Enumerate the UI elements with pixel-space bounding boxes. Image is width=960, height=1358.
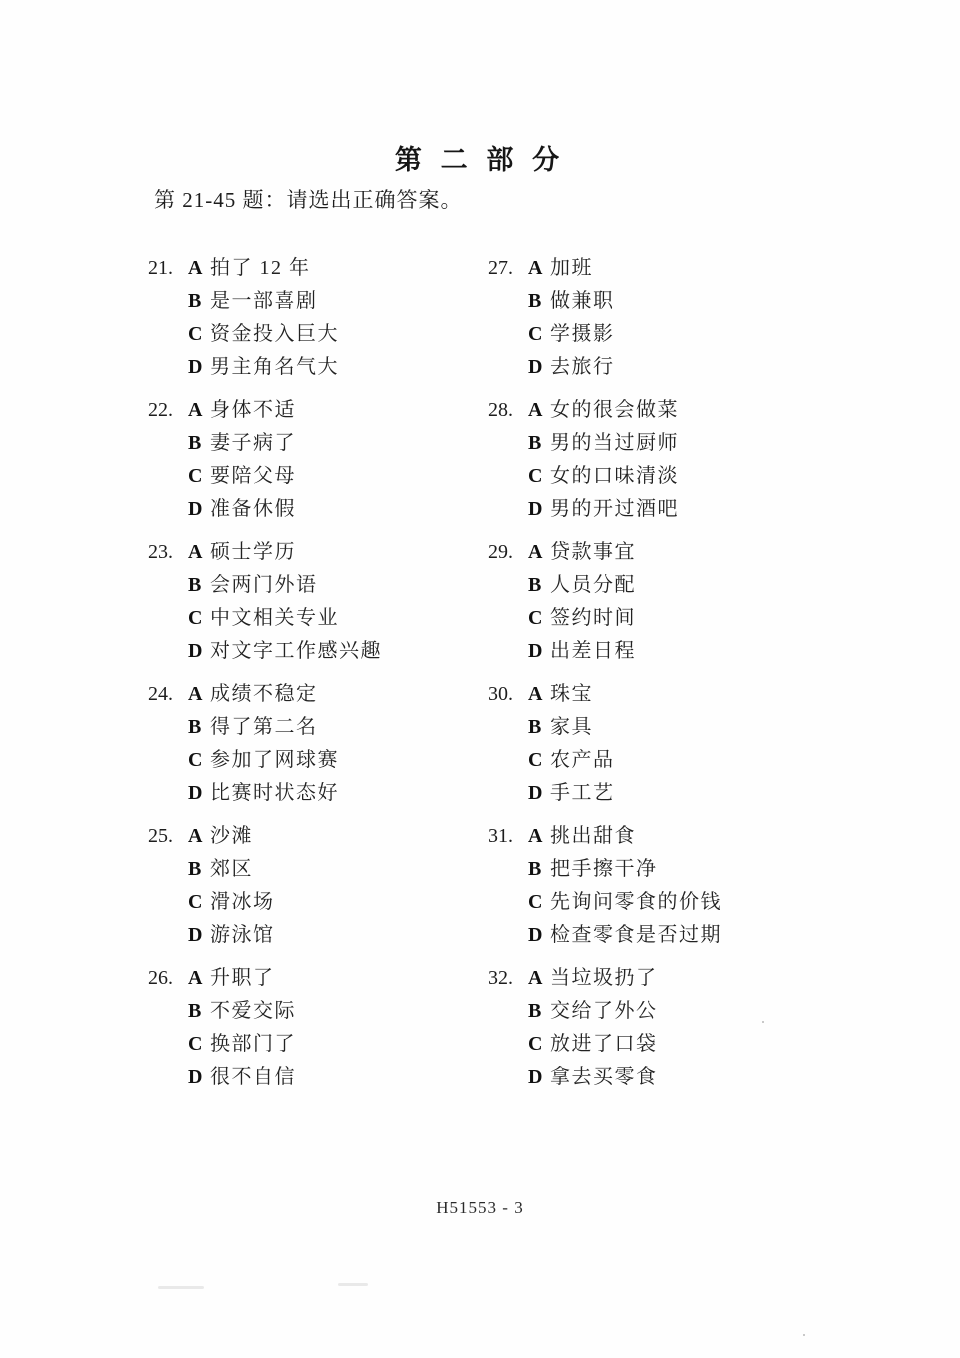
- question-block: [148, 536, 478, 668]
- question-block: [488, 536, 888, 668]
- scan-smudge: [158, 1286, 204, 1289]
- option-letter: B: [528, 432, 542, 454]
- option-text: 升职了: [210, 967, 275, 989]
- question-block: [488, 252, 888, 384]
- option-row: [488, 678, 888, 711]
- option-letter: D: [528, 640, 543, 662]
- option-row: [488, 820, 888, 853]
- option-letter: A: [528, 257, 543, 279]
- option-text: 会两门外语: [210, 574, 318, 596]
- option-letter: D: [528, 498, 543, 520]
- option-row: [148, 777, 478, 810]
- option-row: [148, 493, 478, 526]
- option-letter: D: [188, 356, 203, 378]
- option-row: [488, 635, 888, 668]
- option-letter: A: [528, 825, 543, 847]
- option-letter: C: [528, 323, 543, 345]
- option-row: [488, 711, 888, 744]
- question-number: 24.: [148, 683, 173, 705]
- option-text: 交给了外公: [550, 1000, 658, 1022]
- option-row: [488, 886, 888, 919]
- option-letter: D: [528, 782, 543, 804]
- option-text: 是一部喜剧: [210, 290, 318, 312]
- option-text: 把手擦干净: [550, 858, 658, 880]
- option-text: 中文相关专业: [210, 607, 339, 629]
- option-text: 人员分配: [550, 574, 636, 596]
- option-text: 手工艺: [550, 782, 615, 804]
- option-row: [488, 853, 888, 886]
- question-number: 26.: [148, 967, 173, 989]
- option-row: [488, 919, 888, 952]
- option-text: 比赛时状态好: [210, 782, 339, 804]
- option-text: 女的很会做菜: [550, 399, 679, 421]
- option-text: 家具: [550, 716, 593, 738]
- option-text: 资金投入巨大: [210, 323, 339, 345]
- option-text: 珠宝: [550, 683, 593, 705]
- page-code: H51553 - 3: [436, 1198, 524, 1217]
- option-text: 妻子病了: [210, 432, 296, 454]
- option-row: [148, 886, 478, 919]
- option-text: 身体不适: [210, 399, 296, 421]
- instruction-line: 第 21-45 题：请选出正确答案。: [154, 188, 463, 212]
- option-text: 硕士学历: [210, 541, 296, 563]
- option-letter: B: [528, 574, 542, 596]
- option-text: 成绩不稳定: [210, 683, 318, 705]
- option-text: 挑出甜食: [550, 825, 636, 847]
- option-row: [148, 536, 478, 569]
- question-block: [488, 962, 888, 1094]
- question-block: [488, 394, 888, 526]
- option-letter: D: [188, 498, 203, 520]
- option-letter: C: [188, 1033, 203, 1055]
- option-letter: B: [188, 1000, 202, 1022]
- question-number: 32.: [488, 967, 513, 989]
- option-text: 游泳馆: [210, 924, 275, 946]
- option-text: 拿去买零食: [550, 1066, 658, 1088]
- option-row: [488, 460, 888, 493]
- option-letter: A: [528, 967, 543, 989]
- question-block: [148, 252, 478, 384]
- option-letter: C: [188, 465, 203, 487]
- question-block: [148, 820, 478, 952]
- scan-speck: [762, 1021, 764, 1023]
- option-letter: C: [528, 465, 543, 487]
- option-letter: A: [188, 541, 203, 563]
- option-text: 放进了口袋: [550, 1033, 658, 1055]
- option-letter: C: [188, 749, 203, 771]
- option-letter: A: [528, 399, 543, 421]
- option-text: 郊区: [210, 858, 253, 880]
- option-text: 学摄影: [550, 323, 615, 345]
- option-text: 不爱交际: [210, 1000, 296, 1022]
- option-text: 出差日程: [550, 640, 636, 662]
- question-number: 27.: [488, 257, 513, 279]
- question-number: 31.: [488, 825, 513, 847]
- option-row: [488, 1028, 888, 1061]
- option-letter: D: [188, 782, 203, 804]
- option-letter: C: [188, 607, 203, 629]
- question-number: 29.: [488, 541, 513, 563]
- question-block: [148, 962, 478, 1094]
- option-letter: B: [188, 290, 202, 312]
- option-text: 准备休假: [210, 498, 296, 520]
- question-block: [488, 678, 888, 810]
- option-text: 做兼职: [550, 290, 615, 312]
- option-row: [148, 569, 478, 602]
- question-number: 28.: [488, 399, 513, 421]
- option-row: [148, 962, 478, 995]
- option-letter: A: [188, 967, 203, 989]
- option-letter: D: [528, 1066, 543, 1088]
- option-row: [488, 995, 888, 1028]
- option-row: [488, 285, 888, 318]
- option-row: [148, 853, 478, 886]
- option-letter: C: [188, 891, 203, 913]
- option-text: 滑冰场: [210, 891, 275, 913]
- option-row: [488, 1061, 888, 1094]
- option-row: [148, 995, 478, 1028]
- option-letter: A: [188, 825, 203, 847]
- option-text: 先询问零食的价钱: [550, 891, 722, 913]
- option-text: 农产品: [550, 749, 615, 771]
- option-text: 要陪父母: [210, 465, 296, 487]
- option-text: 很不自信: [210, 1066, 296, 1088]
- option-row: [488, 602, 888, 635]
- option-letter: B: [528, 716, 542, 738]
- option-text: 拍了 12 年: [210, 257, 311, 279]
- option-text: 换部门了: [210, 1033, 296, 1055]
- scan-speck: [803, 1334, 805, 1336]
- option-letter: A: [188, 257, 203, 279]
- option-text: 男主角名气大: [210, 356, 339, 378]
- option-letter: A: [188, 399, 203, 421]
- option-letter: B: [188, 716, 202, 738]
- option-row: [488, 536, 888, 569]
- option-row: [488, 493, 888, 526]
- option-row: [148, 820, 478, 853]
- option-text: 参加了网球赛: [210, 749, 339, 771]
- option-text: 当垃圾扔了: [550, 967, 658, 989]
- option-letter: B: [188, 574, 202, 596]
- option-letter: A: [188, 683, 203, 705]
- option-letter: C: [528, 607, 543, 629]
- option-row: [148, 678, 478, 711]
- question-number: 30.: [488, 683, 513, 705]
- option-row: [488, 744, 888, 777]
- option-row: [148, 744, 478, 777]
- question-number: 21.: [148, 257, 173, 279]
- option-row: [148, 394, 478, 427]
- option-row: [148, 460, 478, 493]
- option-row: [148, 1028, 478, 1061]
- option-row: [148, 919, 478, 952]
- option-text: 检查零食是否过期: [550, 924, 722, 946]
- option-letter: B: [188, 858, 202, 880]
- option-letter: B: [188, 432, 202, 454]
- option-letter: B: [528, 1000, 542, 1022]
- option-letter: D: [188, 640, 203, 662]
- option-row: [488, 777, 888, 810]
- option-letter: A: [528, 541, 543, 563]
- option-row: [488, 351, 888, 384]
- option-letter: C: [528, 749, 543, 771]
- option-letter: C: [528, 891, 543, 913]
- option-text: 贷款事宜: [550, 541, 636, 563]
- option-row: [488, 394, 888, 427]
- option-row: [148, 427, 478, 460]
- option-text: 加班: [550, 257, 593, 279]
- option-text: 签约时间: [550, 607, 636, 629]
- option-row: [488, 569, 888, 602]
- section-title: 第 二 部 分: [394, 145, 566, 175]
- question-block: [148, 394, 478, 526]
- option-row: [148, 602, 478, 635]
- question-column-right: [488, 252, 888, 1104]
- option-letter: D: [188, 924, 203, 946]
- option-text: 去旅行: [550, 356, 615, 378]
- option-letter: B: [528, 858, 542, 880]
- option-letter: B: [528, 290, 542, 312]
- option-row: [148, 711, 478, 744]
- option-text: 女的口味清淡: [550, 465, 679, 487]
- option-row: [148, 635, 478, 668]
- option-row: [148, 318, 478, 351]
- option-row: [148, 285, 478, 318]
- option-text: 对文字工作感兴趣: [210, 640, 382, 662]
- option-text: 得了第二名: [210, 716, 318, 738]
- option-text: 沙滩: [210, 825, 253, 847]
- question-number: 22.: [148, 399, 173, 421]
- question-block: [148, 678, 478, 810]
- option-row: [148, 351, 478, 384]
- option-text: 男的当过厨师: [550, 432, 679, 454]
- option-letter: D: [528, 356, 543, 378]
- question-column-left: [148, 252, 478, 1104]
- option-row: [488, 252, 888, 285]
- option-letter: C: [188, 323, 203, 345]
- option-letter: D: [528, 924, 543, 946]
- option-row: [148, 252, 478, 285]
- option-row: [488, 427, 888, 460]
- question-number: 23.: [148, 541, 173, 563]
- scan-smudge: [338, 1283, 368, 1286]
- option-row: [148, 1061, 478, 1094]
- option-row: [488, 318, 888, 351]
- question-block: [488, 820, 888, 952]
- option-letter: C: [528, 1033, 543, 1055]
- option-row: [488, 962, 888, 995]
- option-letter: A: [528, 683, 543, 705]
- option-letter: D: [188, 1066, 203, 1088]
- question-number: 25.: [148, 825, 173, 847]
- option-text: 男的开过酒吧: [550, 498, 679, 520]
